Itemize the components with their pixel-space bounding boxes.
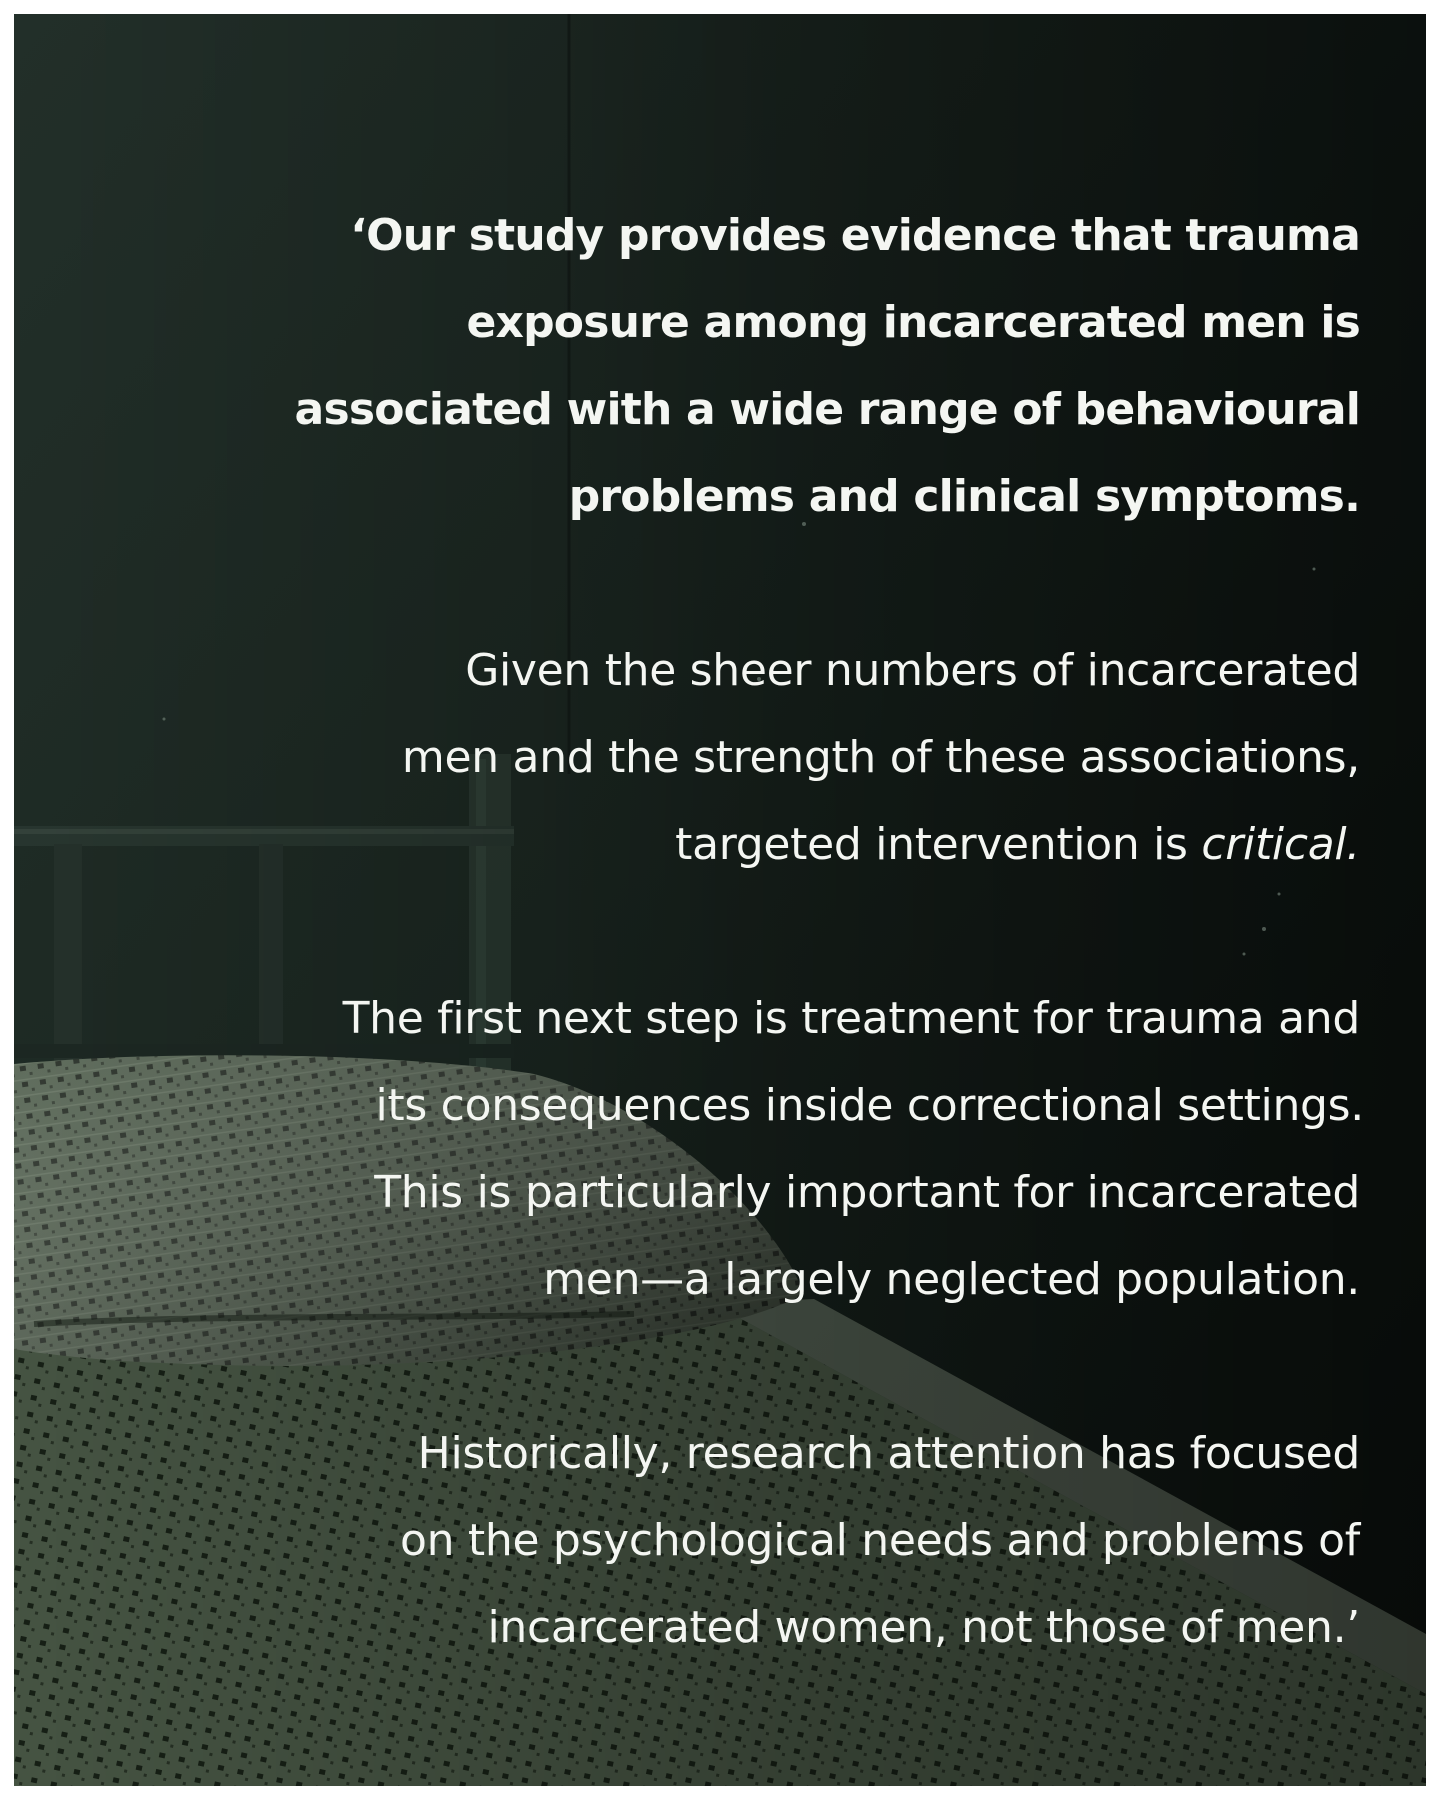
quote-paragraph-2 xyxy=(180,627,1360,888)
quote-paragraph-1 xyxy=(180,192,1360,540)
quote-line: its consequences inside correctional settings. xyxy=(375,1080,1364,1131)
emphasis-critical: critical. xyxy=(1201,819,1360,870)
quote-paragraph-4 xyxy=(180,1410,1360,1671)
quote-line: incarcerated women, not those of men.’ xyxy=(487,1602,1360,1653)
quote-line: on the psychological needs and problems of xyxy=(400,1515,1360,1566)
quote-paragraph-3 xyxy=(180,975,1364,1323)
quote-line: The first next step is treatment for trauma and xyxy=(342,993,1360,1044)
quote-line: problems and clinical symptoms. xyxy=(568,471,1360,522)
quote-line: men and the strength of these associations, xyxy=(401,732,1360,783)
quote-line: This is particularly important for incarcerated xyxy=(374,1167,1360,1218)
quote-line-with-emphasis xyxy=(180,801,1360,888)
quote-line: exposure among incarcerated men is xyxy=(466,297,1360,348)
quote-line: men—a largely neglected population. xyxy=(543,1254,1360,1305)
quote-line: Given the sheer numbers of incarcerated xyxy=(465,645,1360,696)
quote-text xyxy=(180,192,1364,1671)
quote-line: ‘Our study provides evidence that trauma xyxy=(350,210,1360,261)
quote-line: Historically, research attention has focused xyxy=(417,1428,1360,1479)
quote-line-start: targeted intervention is xyxy=(675,819,1202,870)
quote-line: associated with a wide range of behavioural xyxy=(294,384,1360,435)
quote-card xyxy=(14,14,1426,1786)
